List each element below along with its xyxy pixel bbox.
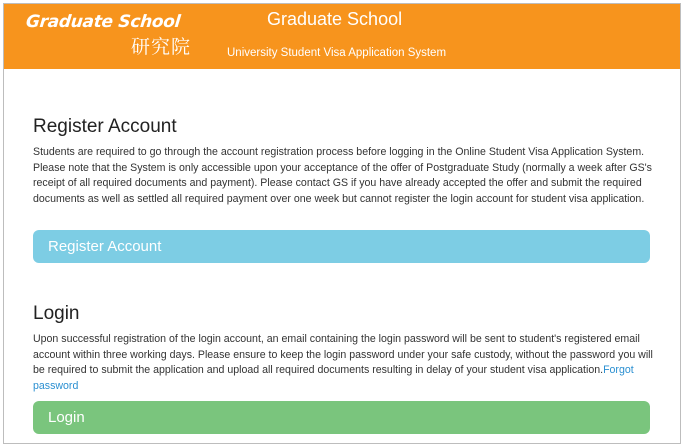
register-description: Students are required to go through the account registration process before logging in the Online Student Visa Application System. Please note that the System is only accessible upon your acceptance of the offer of Postgraduate Study (normally a week after GS's receipt of all required documents and payment). Please contact GS if you have already accepted the offer and submit the required documents as well as settled all required payment over one week but cannot register the login account for student visa application. bbox=[33, 146, 652, 205]
header-subtitle: University Student Visa Application System bbox=[227, 47, 447, 59]
login-heading-text: Login bbox=[33, 303, 80, 324]
header-title: Graduate School bbox=[267, 9, 403, 29]
logo-text-zh: 研究院 bbox=[131, 36, 192, 58]
logo-text-en: Graduate School bbox=[24, 12, 182, 32]
school-logo[interactable] bbox=[26, 10, 206, 62]
register-account-button[interactable]: Register Account bbox=[33, 230, 650, 263]
login-description bbox=[33, 332, 655, 394]
header-banner bbox=[4, 4, 680, 69]
login-button[interactable]: Login bbox=[33, 401, 650, 434]
register-heading: Register Account bbox=[33, 116, 177, 137]
page-frame bbox=[3, 3, 681, 444]
login-description-text: Upon successful registration of the login account, an email containing the login password will be sent to student's registered email account within three working days. Please ensure to keep the login password under your safe custody, without the password you will be required to submit the application and upload all required documents resulting in delay of your student visa application. bbox=[33, 333, 653, 377]
login-heading bbox=[33, 303, 80, 325]
forgot-password-link[interactable]: Forgot password bbox=[33, 364, 634, 392]
